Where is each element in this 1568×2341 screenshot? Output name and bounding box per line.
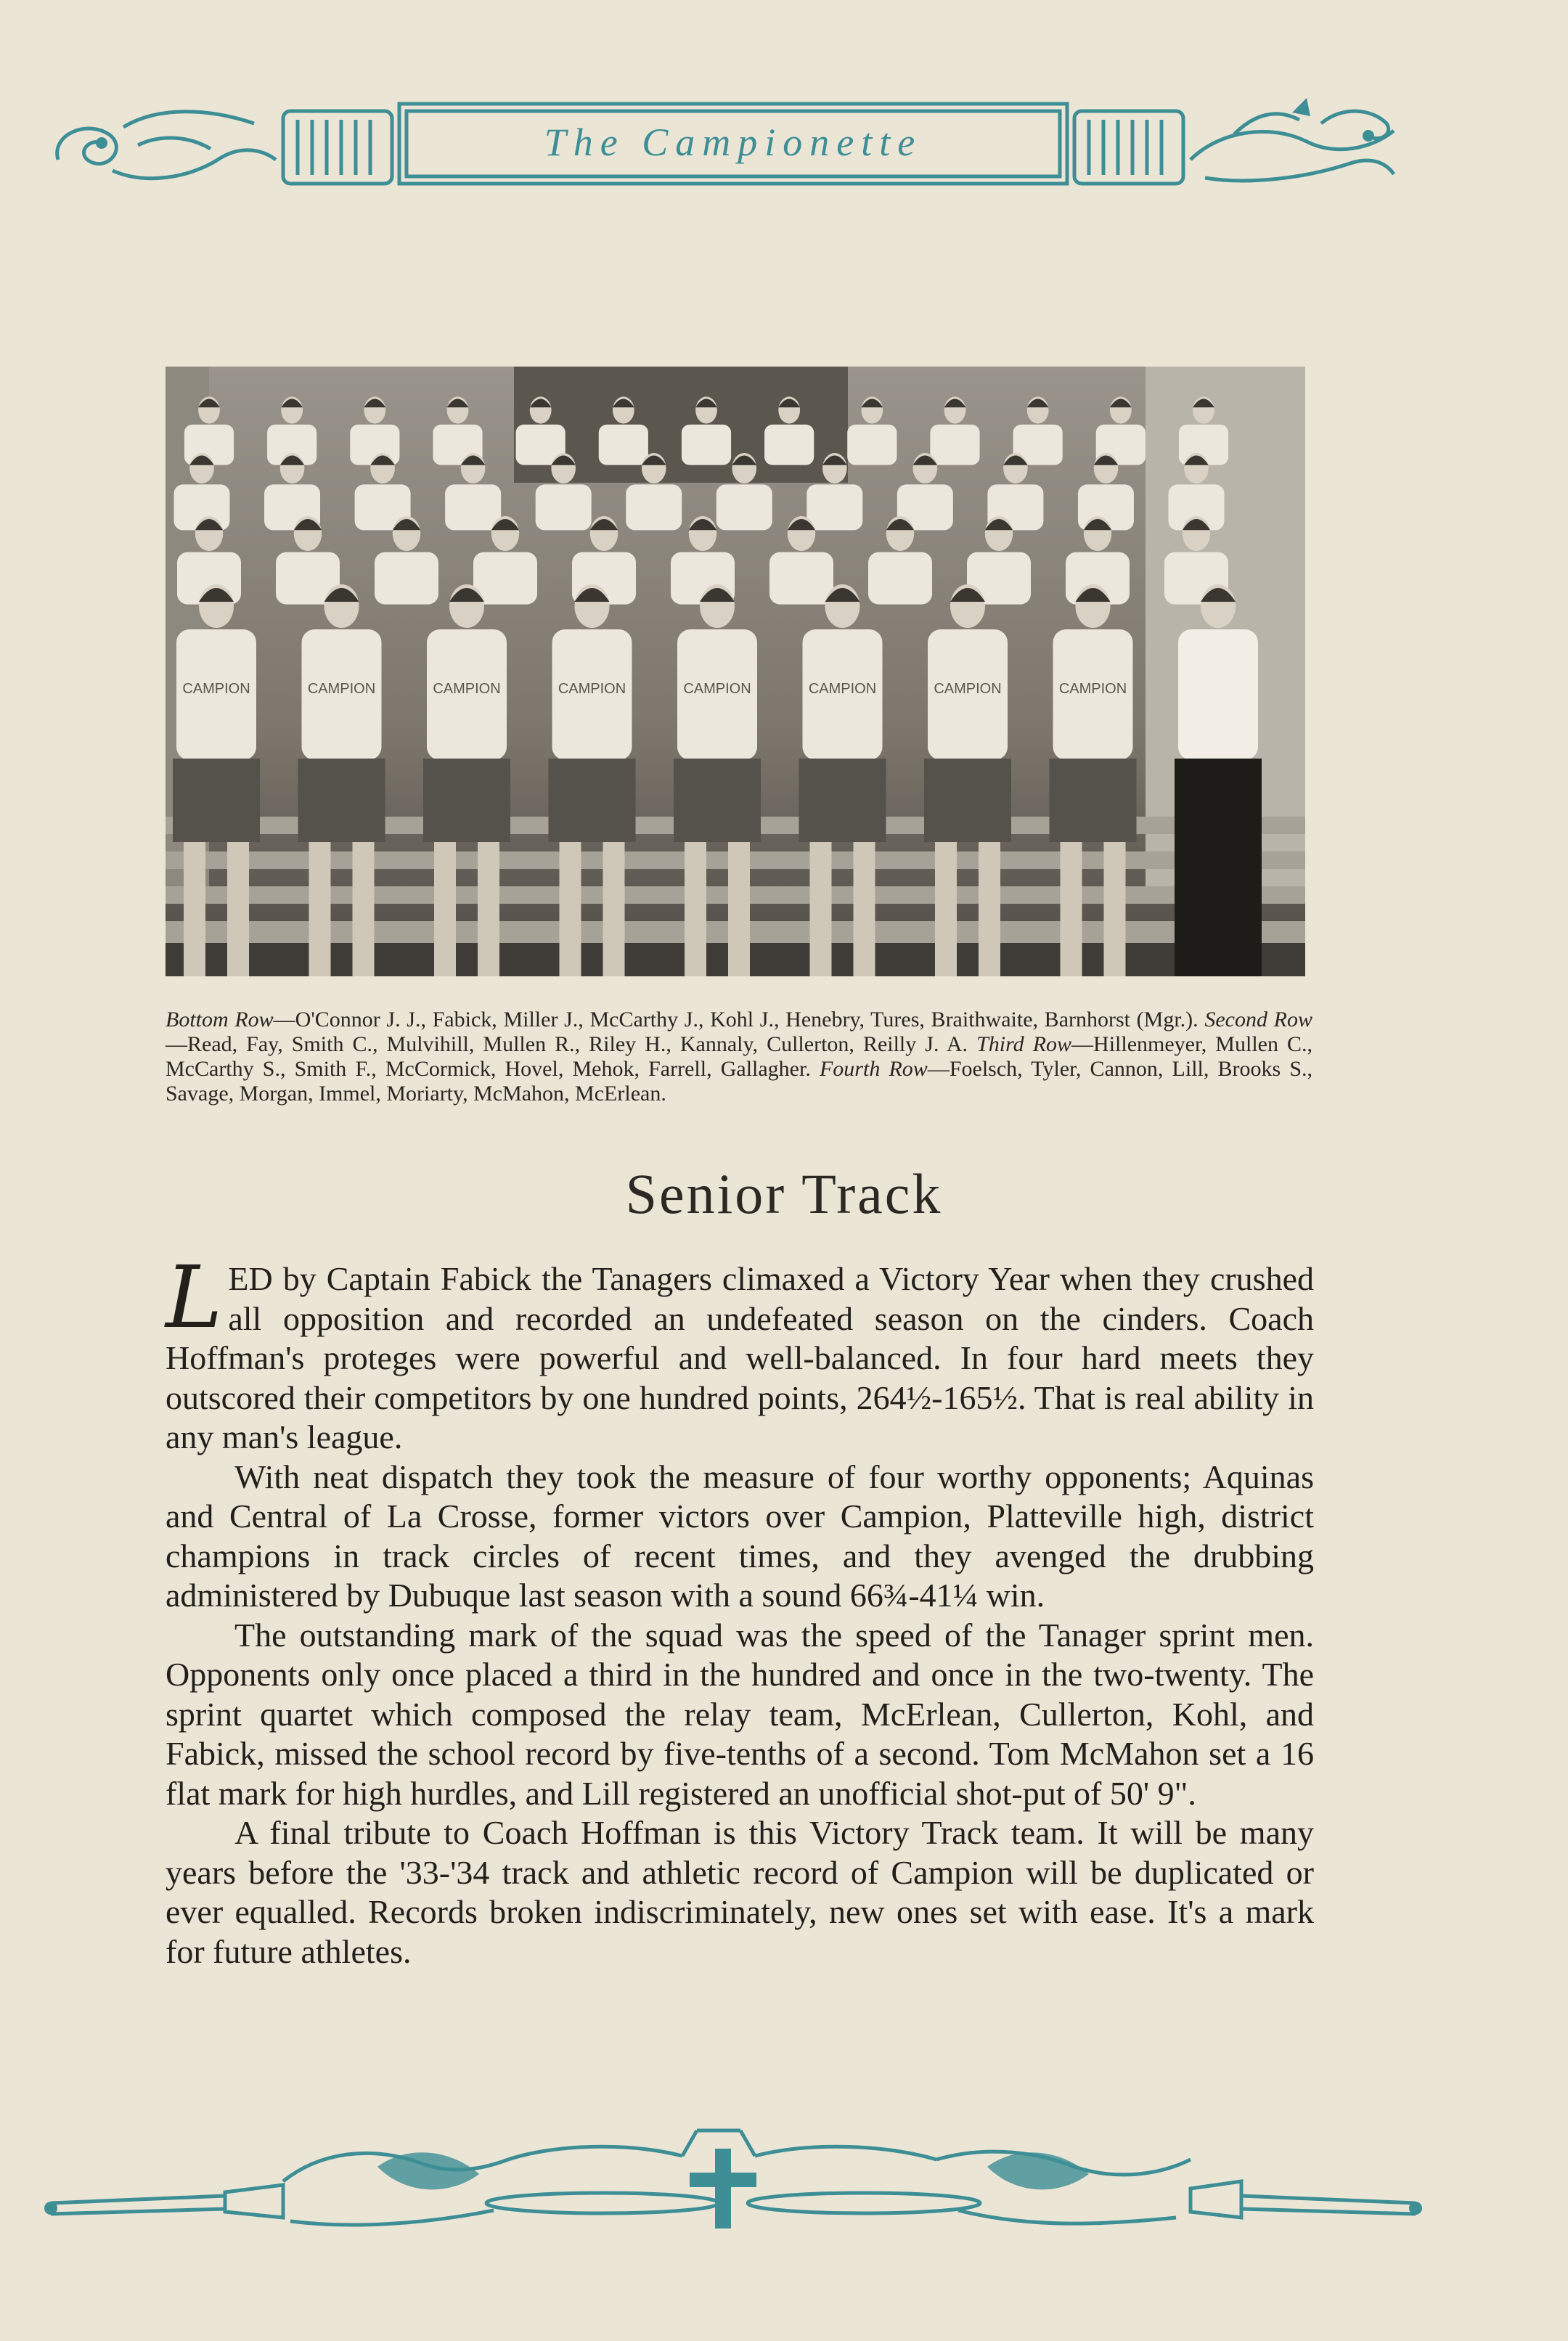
jersey-lettering: CAMPION xyxy=(934,681,1002,697)
footer-ornament-art xyxy=(44,2123,1423,2239)
article-body xyxy=(166,1247,1314,1972)
article-paragraph-1-text: ED by Captain Fabick the Tanagers climaxed a Victory Year when they crushed all opposition and recorded an undefeated season on the cinders. Coach Hoffman's proteges were powerful and well-balanced. In four hard meets they outscored their competitors by one hundred points, 264½-165½. That is real ability in any man's league. xyxy=(166,1260,1314,1455)
footer-ornament xyxy=(44,2123,1423,2239)
article-paragraph-1 xyxy=(166,1247,1314,1458)
jersey-lettering: CAMPION xyxy=(307,681,376,697)
jersey-lettering: CAMPION xyxy=(808,681,877,697)
article-paragraph-4: A final tribute to Coach Hoffman is this Victory Track team. It will be many years before the '33-'34 track and athletic record of Campion will be duplicated or ever equalled. Records broken indiscriminately, new ones set with ease. It's a mark for future athletes. xyxy=(166,1814,1314,1970)
caption-second-row-names: —Read, Fay, Smith C., Mulvihill, Mullen R., Riley H., Kannaly, Cullerton, Reilly J. A. xyxy=(166,1032,968,1056)
drop-cap: L xyxy=(166,1247,223,1347)
article-paragraph-3: The outstanding mark of the squad was the speed of the Tanager sprint men. Opponents only once placed a third in the hundred and once in the two-twenty. The sprint quartet which composed the relay team, McErlean, Cullerton, Kohl, and Fabick, missed the school record by five-tenths of a second. Tom McMahon set a 16 flat mark for high hurdles, and Lill registered an unofficial shot-put of 50' 9". xyxy=(166,1616,1314,1812)
jersey-lettering: CAMPION xyxy=(683,681,751,697)
jersey-lettering: CAMPION xyxy=(433,681,501,697)
jersey-lettering: CAMPION xyxy=(558,681,626,697)
caption-fourth-row-label: Fourth Row xyxy=(819,1057,928,1081)
running-head-title: The Campionette xyxy=(544,120,923,164)
caption-bottom-row-label: Bottom Row xyxy=(166,1008,274,1031)
article-paragraph-2: With neat dispatch they took the measure of four worthy opponents; Aquinas and Central of La Crosse, former victors over Campion, Platteville high, district champions in track circles of recent times, and they avenged the drubbing administered by Dubuque last season with a sound 66¾-41¼ win. xyxy=(166,1458,1314,1614)
caption-third-row-label: Third Row xyxy=(976,1032,1072,1056)
section-heading: Senior Track xyxy=(625,1162,943,1225)
photo-caption xyxy=(166,1008,1312,1106)
team-photo-illustration xyxy=(166,367,1305,976)
jersey-lettering: CAMPION xyxy=(1058,681,1127,697)
team-photograph xyxy=(166,367,1305,976)
jersey-lettering: CAMPION xyxy=(182,681,250,697)
caption-second-row-label: Second Row xyxy=(1204,1008,1313,1031)
caption-third-row-names: —Hillenmeyer, Mullen C., McCarthy S., Smith F., McCormick, Hovel, Mehok, Farrell, Gallagher. xyxy=(166,1032,1313,1081)
header-banner xyxy=(44,91,1408,200)
athlete-figure xyxy=(1175,584,1262,976)
caption-fourth-row-names: —Foelsch, Tyler, Cannon, Lill, Brooks S., Savage, Morgan, Immel, Moriarty, McMahon, McErlean. xyxy=(166,1057,1313,1106)
caption-bottom-row-names: —O'Connor J. J., Fabick, Miller J., McCarthy J., Kohl J., Henebry, Tures, Braithwaite, Barnhorst (Mgr.). xyxy=(273,1008,1199,1031)
